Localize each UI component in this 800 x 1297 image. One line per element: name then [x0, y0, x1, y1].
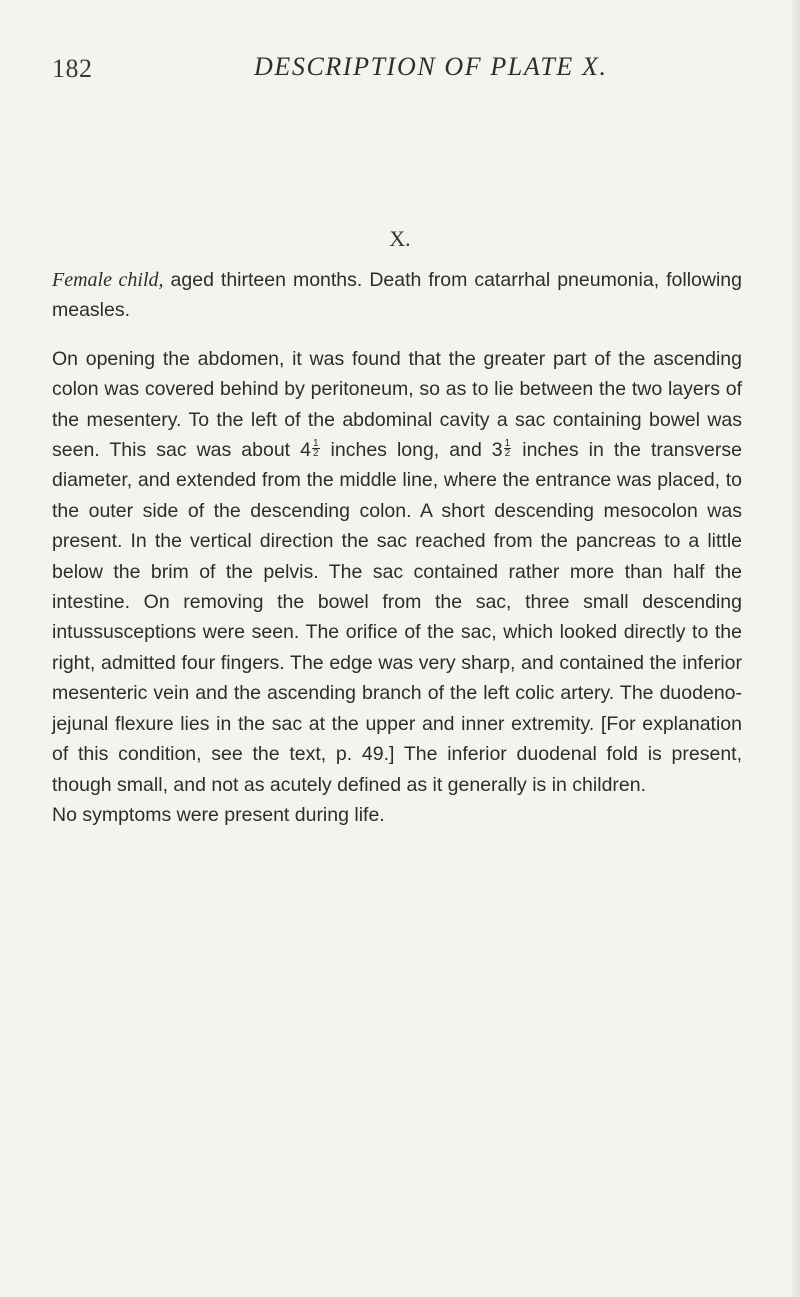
paragraph-description-part2: inches long, and 3 — [320, 439, 503, 462]
page-edge-shadow — [790, 0, 800, 1297]
running-title: DESCRIPTION OF PLATE X. — [254, 52, 608, 81]
paragraph-symptoms — [52, 800, 742, 830]
paragraph-description-part1: On opening the abdomen, it was found that the greater part of the ascending colon was covered behind by peritoneum, so as to lie between the two layers of the mesentery. To the left of the abdominal cavity a sac containing bowel was seen. This sac was about 4 — [52, 347, 742, 462]
paragraph-description — [52, 344, 742, 800]
page-number: 182 — [52, 54, 93, 83]
section-numeral: X. — [389, 226, 411, 251]
paragraph-intro — [52, 265, 742, 326]
body-text — [52, 265, 742, 830]
paragraph-description-part3: inches in the transverse diameter, and extended from the middle line, where the entrance was placed, to the outer side of the descending colon. A short descending mesocolon was present. In the vertical direction the sac reached from the pancreas to a little below the brim of the pelvis. The sac contained rather more than half the intestine. On removing the bowel from the sac, three small descending intussusceptions were seen. The orifice of the sac, which looked directly to the right, admitted four fingers. The edge was very sharp, and contained the inferior mesenteric vein and the ascending branch of the left colic artery. The duodeno-jejunal flexure lies in the sac at the upper and inner extremity. [For explanation of this condition, see the text, p. 49.] The inferior duodenal fold is present, though small, and not as acutely defined as it generally is in children. — [52, 439, 742, 796]
fraction-half-1-numerator: 1 — [312, 438, 319, 450]
paragraph-intro-text: aged thirteen months. Death from catarrhal pneumonia, following measles. — [52, 269, 742, 322]
page-header — [52, 50, 752, 90]
fraction-half-2-numerator: 1 — [504, 438, 511, 450]
fraction-half-2-denominator: 2 — [504, 448, 511, 460]
fraction-half-2 — [504, 439, 512, 458]
fraction-half-1-denominator: 2 — [312, 448, 319, 460]
paragraph-intro-lead: Female child, — [52, 269, 164, 291]
fraction-half-1 — [312, 439, 320, 458]
paragraph-symptoms-text: No symptoms were present during life. — [52, 803, 385, 826]
